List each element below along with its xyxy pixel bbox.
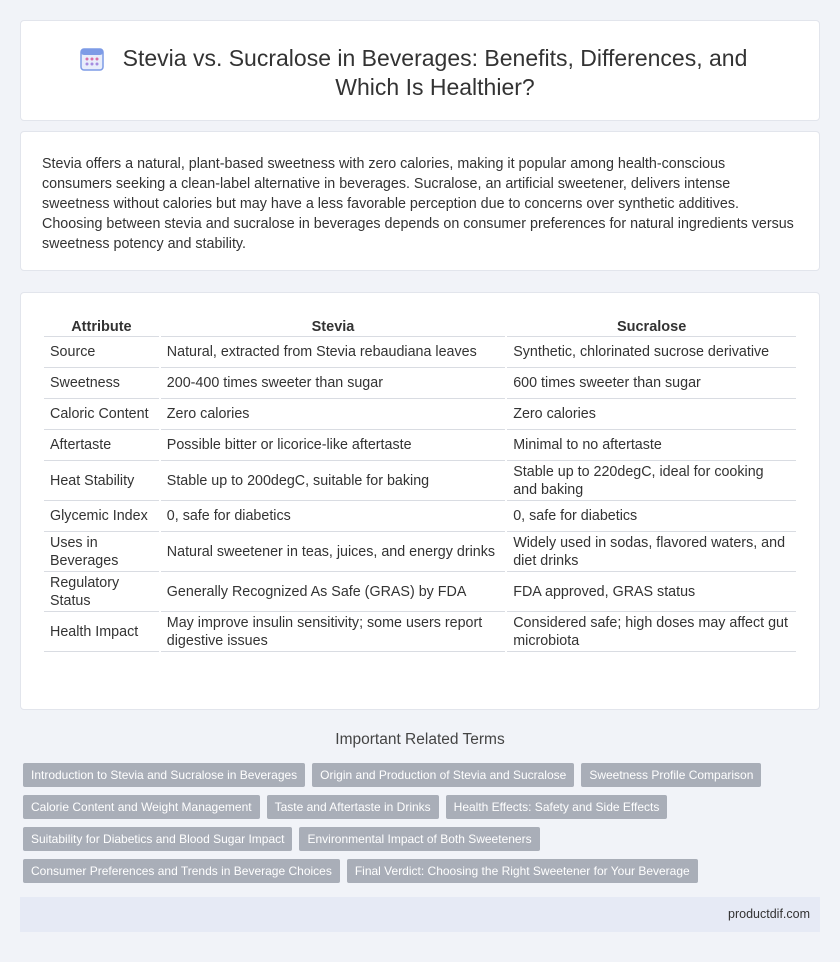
related-term-tag[interactable]: Sweetness Profile Comparison <box>581 763 761 787</box>
cell-sucralose: Synthetic, chlorinated sucrose derivative <box>507 337 796 368</box>
cell-stevia: Zero calories <box>161 399 505 430</box>
related-term-tag[interactable]: Calorie Content and Weight Management <box>23 795 260 819</box>
table-row <box>44 612 796 652</box>
cell-attribute: Caloric Content <box>44 399 159 430</box>
table-row <box>44 399 796 430</box>
cell-sucralose: Widely used in sodas, flavored waters, and diet drinks <box>507 532 796 572</box>
page-title: Stevia vs. Sucralose in Beverages: Benefits, Differences, and Which Is Healthier? <box>122 45 748 100</box>
footer <box>20 897 820 932</box>
related-terms-heading: Important Related Terms <box>335 731 505 748</box>
table-row <box>44 532 796 572</box>
header-stevia: Stevia <box>161 315 505 337</box>
cell-stevia: Possible bitter or licorice-like aftertaste <box>161 430 505 461</box>
cell-sucralose: Considered safe; high doses may affect gut microbiota <box>507 612 796 652</box>
comparison-table-card <box>20 292 820 710</box>
table-row <box>44 501 796 532</box>
table-row <box>44 572 796 612</box>
related-term-tag[interactable]: Health Effects: Safety and Side Effects <box>446 795 668 819</box>
related-term-tag[interactable]: Environmental Impact of Both Sweeteners <box>299 827 539 851</box>
cell-attribute: Uses in Beverages <box>44 532 159 572</box>
related-term-tag[interactable]: Introduction to Stevia and Sucralose in Beverages <box>23 763 305 787</box>
table-row <box>44 430 796 461</box>
related-term-tag[interactable]: Final Verdict: Choosing the Right Sweetener for Your Beverage <box>347 859 698 883</box>
table-row <box>44 337 796 368</box>
cell-stevia: Generally Recognized As Safe (GRAS) by FDA <box>161 572 505 612</box>
table-row <box>44 368 796 399</box>
cell-attribute: Health Impact <box>44 612 159 652</box>
cell-stevia: Stable up to 200degC, suitable for baking <box>161 461 505 501</box>
cell-attribute: Glycemic Index <box>44 501 159 532</box>
related-term-tag[interactable]: Consumer Preferences and Trends in Beverage Choices <box>23 859 340 883</box>
cell-sucralose: Zero calories <box>507 399 796 430</box>
cell-sucralose: FDA approved, GRAS status <box>507 572 796 612</box>
intro-paragraph: Stevia offers a natural, plant-based sweetness with zero calories, making it popular among health-conscious consumers seeking a clean-label alternative in beverages. Sucralose, an artificial sweetener, delivers intense sweetness without calories but may have a less favorable perception due to concerns over synthetic additives. Choosing between stevia and sucralose in beverages depends on consumer preferences for natural ingredients versus sweetness potency and stability. <box>42 156 794 252</box>
cell-attribute: Heat Stability <box>44 461 159 501</box>
cell-attribute: Sweetness <box>44 368 159 399</box>
cell-stevia: Natural, extracted from Stevia rebaudiana leaves <box>161 337 505 368</box>
cell-stevia: Natural sweetener in teas, juices, and energy drinks <box>161 532 505 572</box>
table-row <box>44 461 796 501</box>
cell-sucralose: 600 times sweeter than sugar <box>507 368 796 399</box>
related-term-tag[interactable]: Suitability for Diabetics and Blood Sugar Impact <box>23 827 292 851</box>
title-card <box>20 20 820 121</box>
header-attribute: Attribute <box>44 315 159 337</box>
related-terms-list <box>23 763 823 891</box>
related-term-tag[interactable]: Taste and Aftertaste in Drinks <box>267 795 439 819</box>
cell-sucralose: 0, safe for diabetics <box>507 501 796 532</box>
related-term-tag[interactable]: Origin and Production of Stevia and Sucralose <box>312 763 574 787</box>
header-sucralose: Sucralose <box>507 315 796 337</box>
cell-sucralose: Stable up to 220degC, ideal for cooking and baking <box>507 461 796 501</box>
cell-sucralose: Minimal to no aftertaste <box>507 430 796 461</box>
footer-site-name[interactable]: productdif.com <box>728 907 810 921</box>
table-header-row <box>44 315 796 337</box>
cell-attribute: Source <box>44 337 159 368</box>
cell-attribute: Aftertaste <box>44 430 159 461</box>
cell-stevia: May improve insulin sensitivity; some users report digestive issues <box>161 612 505 652</box>
cell-attribute: Regulatory Status <box>44 572 159 612</box>
cell-stevia: 200-400 times sweeter than sugar <box>161 368 505 399</box>
intro-card <box>20 131 820 271</box>
cell-stevia: 0, safe for diabetics <box>161 501 505 532</box>
comparison-table <box>42 315 798 652</box>
